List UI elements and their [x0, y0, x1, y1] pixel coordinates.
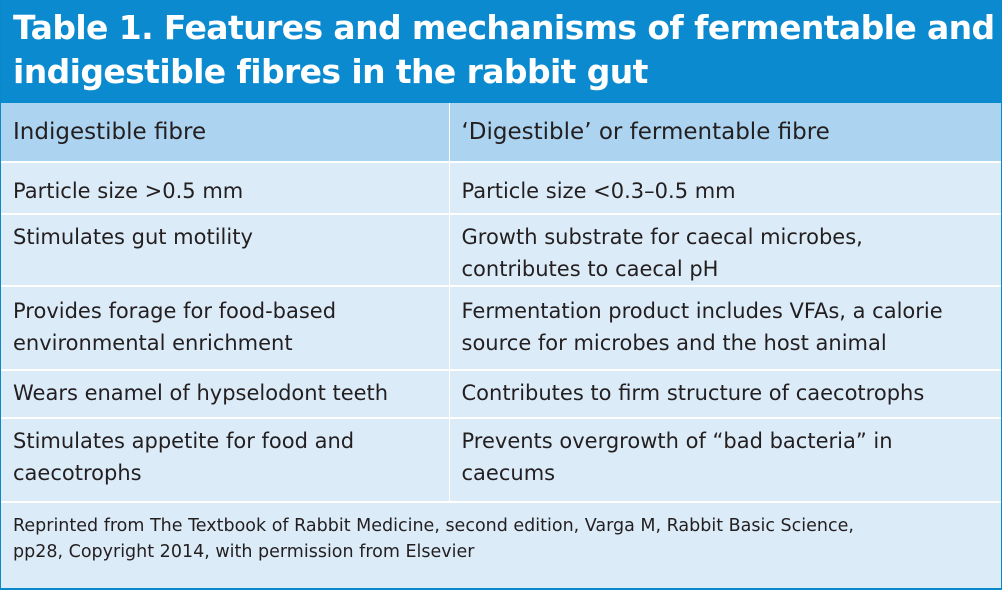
source-footnote — [1, 503, 1001, 565]
table-row — [1, 418, 1001, 502]
table-title-line-2: indigestible fibres in the rabbit gut — [13, 52, 648, 91]
table-cell-indigestible: Stimulates gut motility — [1, 214, 449, 286]
cell-line: Provides forage for food-based — [13, 299, 337, 323]
table-cell-fermentable — [449, 286, 1001, 370]
table-cell-indigestible: Wears enamel of hypselodont teeth — [1, 370, 449, 418]
table-row — [1, 162, 1001, 214]
cell-line: caecotrophs — [13, 461, 142, 485]
table-title — [13, 6, 1001, 94]
column-header-fermentable: ‘Digestible’ or fermentable fibre — [449, 103, 1001, 162]
table-row — [1, 214, 1001, 286]
cell-line: Prevents overgrowth of “bad bacteria” in — [461, 429, 893, 453]
table-cell-indigestible — [1, 286, 449, 370]
table-row — [1, 286, 1001, 370]
cell-line: contributes to caecal pH — [461, 257, 719, 281]
cell-line: environmental enrichment — [13, 331, 293, 355]
column-header-indigestible: Indigestible fibre — [1, 103, 449, 162]
table-cell-fermentable — [449, 418, 1001, 502]
cell-line: caecums — [461, 461, 556, 485]
table-cell-indigestible: Particle size >0.5 mm — [1, 162, 449, 214]
cell-line: source for microbes and the host animal — [461, 331, 887, 355]
cell-line: Growth substrate for caecal microbes, — [461, 225, 863, 249]
table-cell-fermentable — [449, 214, 1001, 286]
fibre-table — [1, 103, 1001, 503]
header-row — [1, 103, 1001, 162]
table-title-line-1: Table 1. Features and mechanisms of fermentable and — [13, 8, 995, 47]
title-bar — [1, 0, 1001, 103]
table-cell-fermentable: Contributes to firm structure of caecotrophs — [449, 370, 1001, 418]
table-row — [1, 370, 1001, 418]
cell-line: Stimulates appetite for food and — [13, 429, 355, 453]
cell-line: Fermentation product includes VFAs, a calorie — [461, 299, 943, 323]
footnote-line-1: Reprinted from The Textbook of Rabbit Medicine, second edition, Varga M, Rabbit Basic Science, — [13, 516, 854, 536]
table-cell-fermentable: Particle size <0.3–0.5 mm — [449, 162, 1001, 214]
footnote-line-2: pp28, Copyright 2014, with permission from Elsevier — [13, 542, 475, 562]
table-cell-indigestible — [1, 418, 449, 502]
